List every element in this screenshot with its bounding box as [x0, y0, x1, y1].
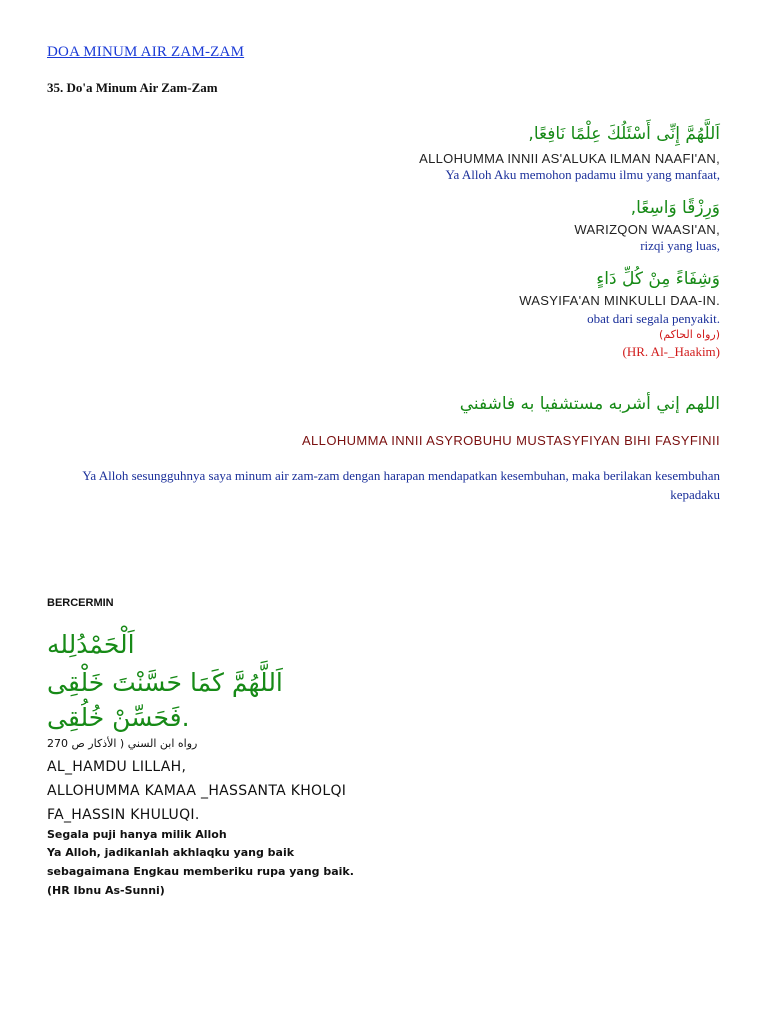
bercermin-meaning-2: Ya Alloh, jadikanlah akhlaqku yang baik [47, 846, 295, 859]
translit-line-3: WASYIFA'AN MINKULLI DAA-IN. [519, 293, 720, 308]
bercermin-meaning-1: Segala puji hanya milik Alloh [47, 828, 227, 841]
page-title[interactable]: DOA MINUM AIR ZAM-ZAM [47, 44, 245, 60]
bercermin-meaning-3: sebagaimana Engkau memberiku rupa yang baik. [47, 865, 354, 878]
arabic-line-2: وَرِزْقًا وَاسِعًا, [630, 198, 720, 218]
bercermin-translit-3: FA_HASSIN KHULUQI. [47, 807, 200, 823]
source-hadith: (HR. Al-_Haakim) [622, 344, 720, 359]
translit-line-2: WARIZQON WAASI'AN, [574, 222, 720, 237]
second-arabic: اللهم إني أشربه مستشفيا به فاشفني [459, 394, 720, 414]
meaning-line-2: rizqi yang luas, [640, 238, 720, 253]
bercermin-arabic-1: اَلْحَمْدُلِله [47, 630, 135, 659]
arabic-line-3: وَشِفَاءً مِنْ كُلِّ دَاءٍ [596, 269, 720, 289]
section-heading-bercermin: BERCERMIN [47, 597, 114, 609]
source-arabic: (رواه الحاكم) [659, 328, 720, 341]
bercermin-arabic-2: اَللَّهُمَّ كَمَا حَسَّنْتَ خَلْقِى [47, 668, 283, 697]
translit-line-1: ALLOHUMMA INNII AS'ALUKA ILMAN NAAFI'AN, [419, 151, 720, 166]
bercermin-arabic-3: فَحَسِّنْ خُلُقِى. [47, 703, 190, 732]
bercermin-translit-1: AL_HAMDU LILLAH, [47, 759, 187, 775]
bercermin-translit-2: ALLOHUMMA KAMAA _HASSANTA KHOLQI [47, 783, 347, 799]
bercermin-reference: رواه ابن السني ( الأذكار ص 270 [47, 737, 198, 750]
second-meaning: Ya Alloh sesungguhnya saya minum air zam-zam dengan harapan mendapatkan kesembuhan, maka berilakan kesembuhan kepadaku [82, 468, 720, 502]
arabic-line-1: اَللَّهُمَّ إِنِّى أَسْئَلُكَ عِلْمًا نَافِعًا, [528, 124, 720, 144]
bercermin-source: (HR Ibnu As-Sunni) [47, 884, 165, 897]
meaning-line-1: Ya Alloh Aku memohon padamu ilmu yang manfaat, [445, 167, 720, 182]
meaning-line-3: obat dari segala penyakit. [587, 311, 720, 326]
second-translit: ALLOHUMMA INNII ASYROBUHU MUSTASYFIYAN BIHI FASYFINII [301, 433, 720, 448]
section-subtitle: 35. Do'a Minum Air Zam-Zam [47, 80, 218, 95]
